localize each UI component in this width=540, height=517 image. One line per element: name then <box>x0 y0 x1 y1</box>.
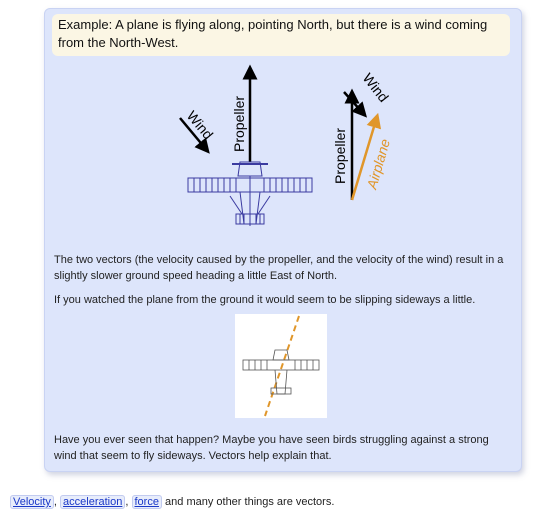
plane-photo-drawing <box>243 350 319 394</box>
paragraph-2: If you watched the plane from the ground it would seem to be slipping sideways a little. <box>54 294 476 306</box>
link-velocity[interactable]: Velocity <box>10 495 54 509</box>
footer-tail: and many other things are vectors. <box>165 496 335 508</box>
link-force[interactable]: force <box>132 495 162 509</box>
wind-label: Wind <box>183 107 217 143</box>
airplane-label: Airplane <box>363 137 394 191</box>
airplane-drawing <box>188 162 312 226</box>
vector-diagram <box>0 0 540 240</box>
separator: , <box>125 496 129 508</box>
example-text: Example: A plane is flying along, pointing North, but there is a wind coming from the North-West. <box>58 17 488 50</box>
link-acceleration[interactable]: acceleration <box>60 495 125 509</box>
footer-text <box>10 494 334 510</box>
propeller-label: Propeller <box>231 95 247 152</box>
propeller-label-2: Propeller <box>332 127 348 184</box>
paragraph-3: Have you ever seen that happen? Maybe you have seen birds struggling against a strong wind that seem to fly sideways. Vectors help explain that. <box>54 434 489 462</box>
path-line <box>265 316 299 416</box>
plane-photo <box>235 314 327 418</box>
wind-label-2: Wind <box>359 69 392 105</box>
paragraph-1: The two vectors (the velocity caused by the propeller, and the velocity of the wind) result in a slightly slower ground speed heading a little East of North. <box>54 254 504 282</box>
separator: , <box>53 496 57 508</box>
